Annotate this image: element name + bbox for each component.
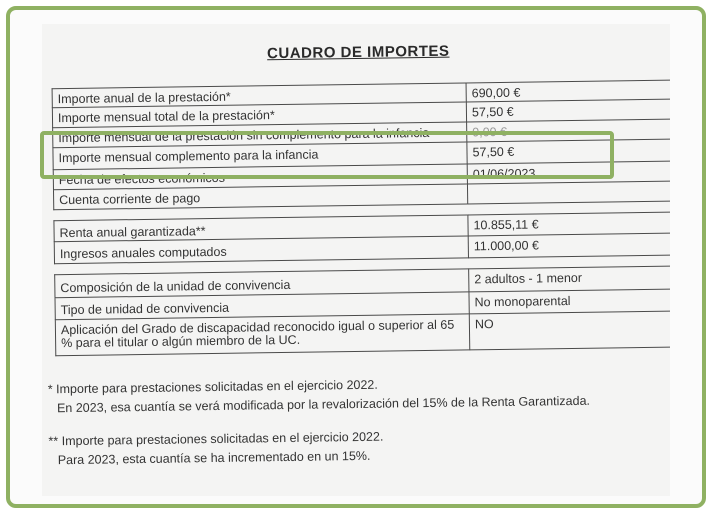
row-value: No monoparental [468, 290, 670, 315]
row-label: Importe anual de la prestación* [52, 82, 466, 108]
page-title: CUADRO DE IMPORTES [266, 42, 450, 63]
row-label: Tipo de unidad de convivencia [55, 292, 469, 320]
row-label: Fecha de efectos económicos [53, 164, 467, 190]
table-row [55, 312, 670, 357]
row-value: 10.855,11 € [467, 212, 670, 237]
row-value: 57,50 € [466, 100, 670, 123]
row-value: 01/06/2023 [467, 162, 670, 185]
highlight-box [40, 131, 614, 179]
footnote-1-line-1: * Importe para prestaciones solicitadas en el ejercicio 2022. [47, 377, 378, 397]
row-value: 11.000,00 € [468, 234, 670, 259]
row-label: Cuenta corriente de pago [53, 184, 467, 210]
row-label: Ingresos anuales computados [54, 236, 468, 264]
row-label: Importe mensual de la prestación sin complemento para la infancia [52, 122, 466, 148]
footnotes [48, 372, 669, 471]
row-value [467, 182, 670, 205]
row-value: 0,00 € [466, 120, 670, 143]
row-label: Composición de la unidad de convivencia [54, 268, 468, 298]
row-label: Importe mensual complemento para la infancia [52, 142, 466, 170]
footnote-2-line-1: ** Importe para prestaciones solicitadas en el ejercicio 2022. [48, 429, 384, 449]
footnote-2-line-2: Para 2023, esta cuantía se ha incrementado en un 15%. [57, 448, 371, 468]
row-value: 2 adultos - 1 menor [468, 266, 670, 293]
document-content [42, 24, 670, 496]
row-label: Aplicación del Grado de discapacidad reconocido igual o superior al 65 % para el titular o algún miembro de la UC. [55, 314, 469, 356]
footnote-1-line-2: En 2023, esa cuantía se verá modificada por la revalorización del 15% de la Renta Garantizada. [56, 393, 591, 416]
row-label: Importe mensual total de la prestación* [52, 102, 466, 128]
document-photo [42, 24, 670, 496]
row-value: 690,00 € [466, 80, 670, 103]
row-value: 57,50 € [466, 140, 670, 165]
row-value: NO [469, 312, 670, 351]
row-label: Renta anual garantizada** [53, 214, 467, 242]
